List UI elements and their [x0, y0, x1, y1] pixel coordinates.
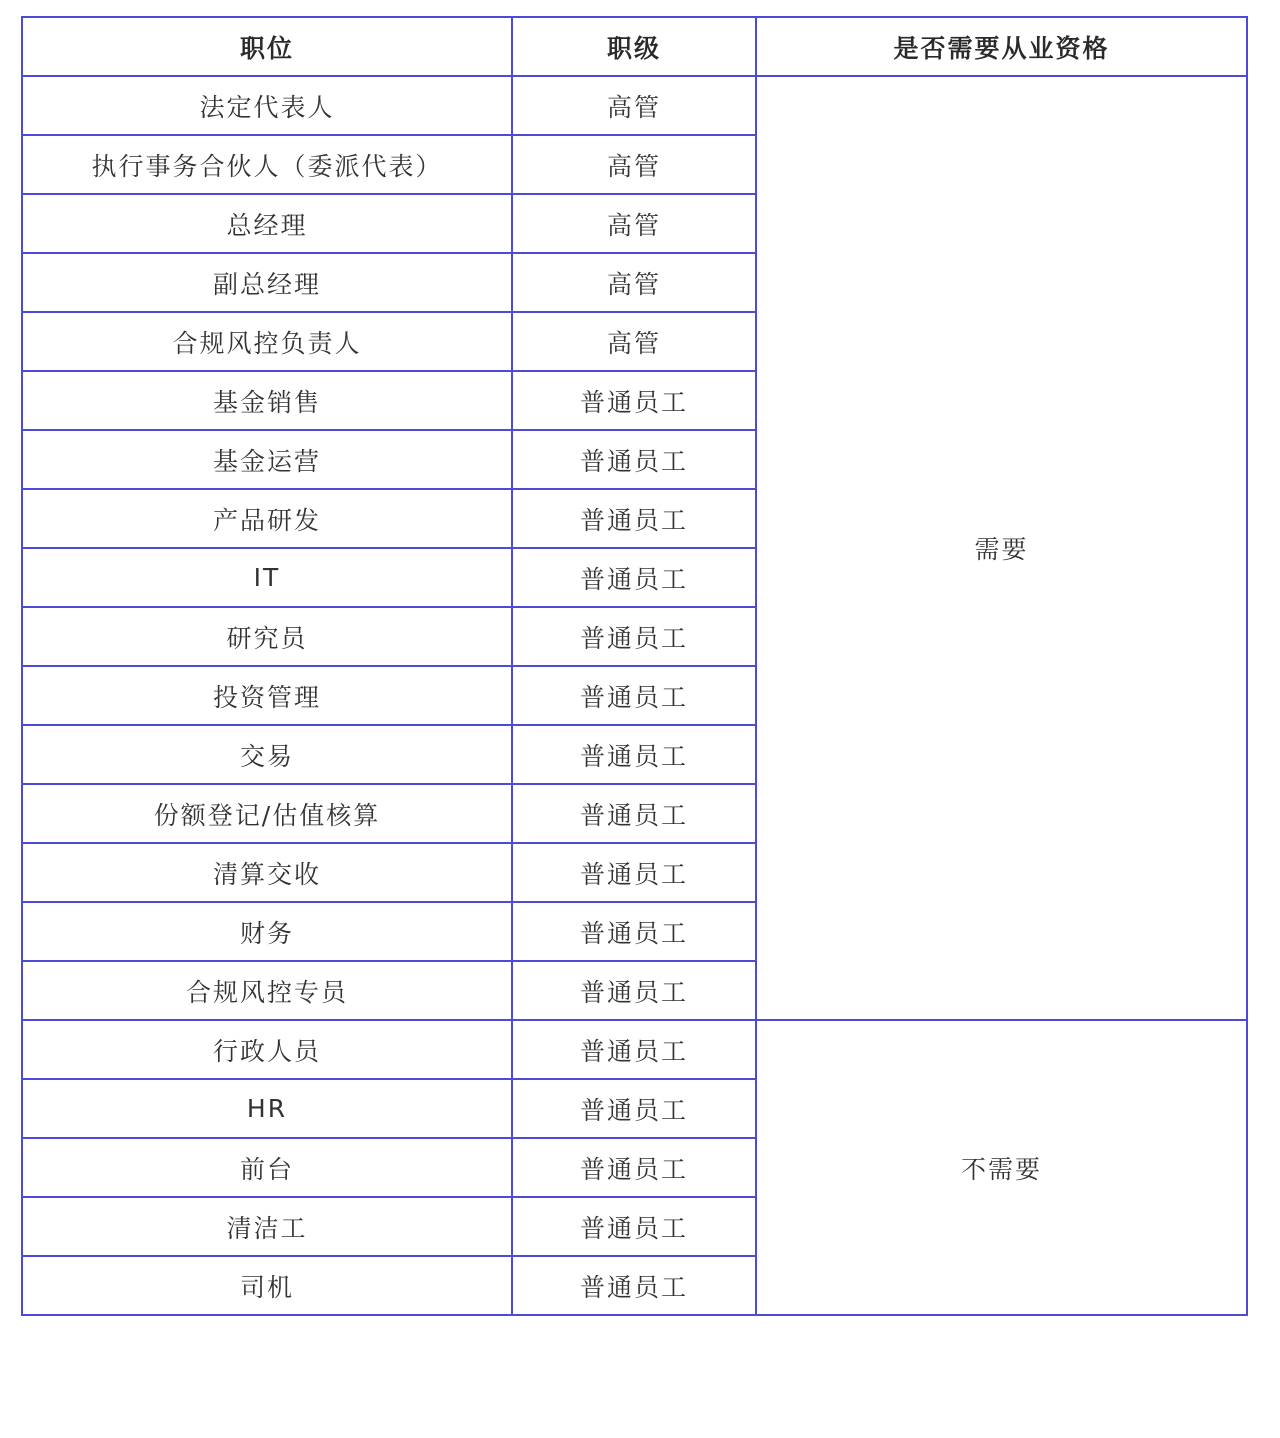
- cell-level: 高管: [512, 76, 756, 135]
- cell-position: 份额登记/估值核算: [22, 784, 512, 843]
- cell-level: 普通员工: [512, 607, 756, 666]
- header-position: 职位: [22, 17, 512, 76]
- cell-level: 普通员工: [512, 371, 756, 430]
- cell-position: 基金运营: [22, 430, 512, 489]
- cell-position: 执行事务合伙人（委派代表）: [22, 135, 512, 194]
- table-row: [22, 76, 1247, 135]
- cell-position: 研究员: [22, 607, 512, 666]
- header-qualification-required: 是否需要从业资格: [756, 17, 1247, 76]
- cell-level: 普通员工: [512, 430, 756, 489]
- cell-level: 高管: [512, 253, 756, 312]
- cell-position: 司机: [22, 1256, 512, 1315]
- cell-position: 法定代表人: [22, 76, 512, 135]
- cell-level: 普通员工: [512, 725, 756, 784]
- cell-qualification-not-required: 不需要: [756, 1020, 1247, 1315]
- cell-qualification-required: 需要: [756, 76, 1247, 1020]
- cell-position: 合规风控专员: [22, 961, 512, 1020]
- cell-position: 总经理: [22, 194, 512, 253]
- header-level: 职级: [512, 17, 756, 76]
- cell-position: 产品研发: [22, 489, 512, 548]
- qualification-table-container: [21, 16, 1246, 1316]
- cell-level: 高管: [512, 194, 756, 253]
- cell-position: 前台: [22, 1138, 512, 1197]
- cell-level: 普通员工: [512, 1197, 756, 1256]
- cell-position: 行政人员: [22, 1020, 512, 1079]
- cell-level: 高管: [512, 135, 756, 194]
- cell-position: 投资管理: [22, 666, 512, 725]
- cell-level: 普通员工: [512, 489, 756, 548]
- cell-level: 普通员工: [512, 666, 756, 725]
- cell-level: 高管: [512, 312, 756, 371]
- cell-position: 合规风控负责人: [22, 312, 512, 371]
- cell-level: 普通员工: [512, 1020, 756, 1079]
- cell-position: IT: [22, 548, 512, 607]
- table-row: [22, 1020, 1247, 1079]
- cell-position: 清洁工: [22, 1197, 512, 1256]
- cell-level: 普通员工: [512, 961, 756, 1020]
- cell-level: 普通员工: [512, 1138, 756, 1197]
- cell-level: 普通员工: [512, 1079, 756, 1138]
- cell-level: 普通员工: [512, 784, 756, 843]
- cell-level: 普通员工: [512, 843, 756, 902]
- cell-position: 基金销售: [22, 371, 512, 430]
- cell-level: 普通员工: [512, 902, 756, 961]
- table-header-row: [22, 17, 1247, 76]
- cell-position: 财务: [22, 902, 512, 961]
- cell-position: 副总经理: [22, 253, 512, 312]
- cell-level: 普通员工: [512, 548, 756, 607]
- cell-position: HR: [22, 1079, 512, 1138]
- cell-position: 交易: [22, 725, 512, 784]
- cell-level: 普通员工: [512, 1256, 756, 1315]
- cell-position: 清算交收: [22, 843, 512, 902]
- qualification-table: [21, 16, 1248, 1316]
